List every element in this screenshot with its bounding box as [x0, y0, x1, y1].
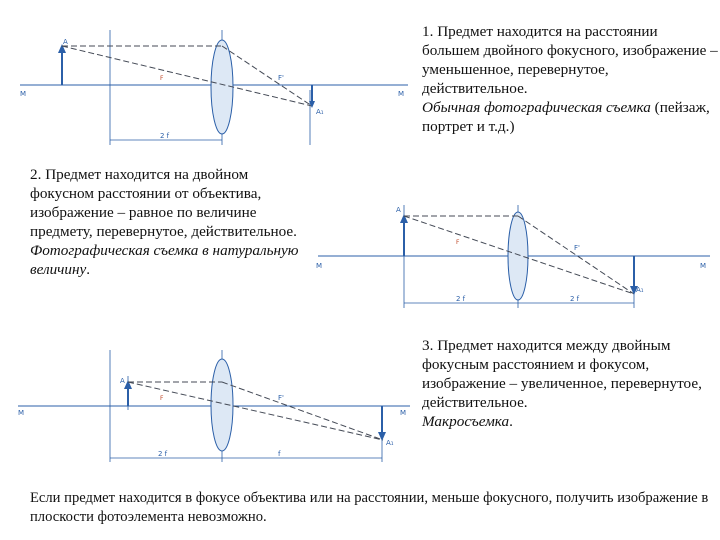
case-1-text: 1. Предмет находится на расстоянии большем двойного фокусного, изображение – уменьшенное, перевернутое, действительное.	[422, 23, 718, 97]
label-A1: A₁	[636, 286, 644, 294]
label-F-prime: F'	[574, 244, 580, 252]
label-M-right: M	[400, 409, 407, 417]
ray-center	[128, 382, 383, 440]
label-F: F	[160, 75, 164, 82]
label-A: A	[120, 377, 125, 385]
label-M-left: M	[18, 409, 25, 417]
case-3-tail: .	[509, 413, 513, 430]
label-2f-left: 2 f	[456, 295, 466, 303]
case-3-italic: Макросъемка	[422, 413, 510, 430]
label-A: A	[63, 38, 68, 46]
ray-refracted	[222, 382, 383, 440]
label-F-prime: F'	[278, 74, 284, 82]
case-3-text: 3. Предмет находится между двойным фокусным расстоянием и фокусом, изображение – увеличенное, перевернутое, действительное.	[422, 337, 702, 411]
label-F: F	[160, 395, 164, 402]
label-2f: 2 f	[158, 450, 168, 458]
label-2f: 2 f	[160, 132, 170, 140]
case-2-italic: Фотографическая съемка в натуральную величину	[30, 242, 299, 278]
label-M-left: M	[20, 90, 27, 98]
label-2f-right: 2 f	[570, 295, 580, 303]
label-A: A	[396, 206, 401, 214]
object-arrowhead	[124, 380, 132, 389]
case-2-tail: .	[86, 261, 91, 278]
conclusion-text: Если предмет находится в фокусе объектива или на расстоянии, меньше фокусного, получить изображение в плоскости фотоэлемента невозможно.	[30, 490, 709, 525]
label-f: f	[278, 450, 281, 458]
label-A1: A₁	[386, 439, 394, 447]
case-1-italic: Обычная фотографическая съемка	[422, 99, 651, 116]
case-2-text: 2. Предмет находится на двойном фокусном расстоянии от объектива, изображение – равное по величине предмету, перевернутое, действительное.	[30, 166, 297, 240]
label-M-right: M	[398, 90, 405, 98]
label-M-left: M	[316, 262, 323, 270]
case-1-tail: (пейзаж, портрет и т.д.)	[422, 99, 710, 135]
label-F: F	[456, 239, 460, 246]
label-A1: A₁	[316, 108, 324, 116]
label-M-right: M	[700, 262, 707, 270]
label-F-prime: F'	[278, 394, 284, 402]
image-arrowhead	[378, 432, 386, 441]
